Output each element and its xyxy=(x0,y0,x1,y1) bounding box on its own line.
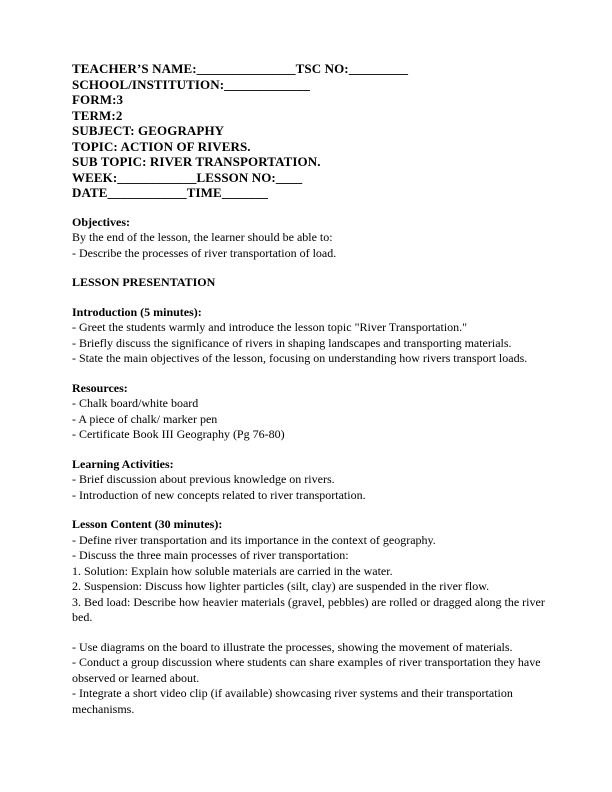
resources-title: Resources: xyxy=(72,380,128,395)
learning-activities-line: - Introduction of new concepts related to river transportation. xyxy=(72,487,366,502)
introduction-section xyxy=(72,305,556,367)
objectives-line: By the end of the lesson, the learner should be able to: xyxy=(72,230,333,244)
learning-activities-title: Learning Activities: xyxy=(72,456,174,471)
objectives-line: - Describe the processes of river transportation of load. xyxy=(72,245,337,260)
classroom-activities-line: - Use diagrams on the board to illustrate the processes, showing the movement of materials. xyxy=(72,639,513,654)
lesson-content-line: - Define river transportation and its importance in the context of geography. xyxy=(72,532,436,547)
date-time-line: DATE____________TIME_______ xyxy=(72,185,269,200)
resources-line: - Chalk board/white board xyxy=(72,396,199,410)
introduction-line: - Greet the students warmly and introduce the lesson topic "River Transportation." xyxy=(72,320,468,334)
subject-line: SUBJECT: GEOGRAPHY xyxy=(72,123,225,138)
lesson-content-line: 2. Suspension: Discuss how lighter particles (silt, clay) are suspended in the river flow. xyxy=(72,579,490,593)
page-content xyxy=(72,61,556,717)
header-block xyxy=(72,61,556,201)
term-line: TERM:2 xyxy=(72,107,123,123)
lesson-content-section xyxy=(72,517,556,626)
topic-line: TOPIC: ACTION OF RIVERS. xyxy=(72,138,251,154)
classroom-activities-section xyxy=(72,640,556,718)
classroom-activities-line: - Integrate a short video clip (if available) showcasing river systems and their transportation mechanisms. xyxy=(72,686,513,716)
lesson-content-line: - Discuss the three main processes of river transportation: xyxy=(72,548,349,562)
introduction-title: Introduction (5 minutes): xyxy=(72,304,202,319)
resources-line: - A piece of chalk/ marker pen xyxy=(72,411,218,426)
objectives-title: Objectives: xyxy=(72,214,130,229)
objectives-section xyxy=(72,215,556,262)
lesson-presentation-section xyxy=(72,275,556,291)
lesson-presentation-title: LESSON PRESENTATION xyxy=(72,275,216,289)
school-institution-line: SCHOOL/INSTITUTION:_____________ xyxy=(72,76,310,92)
lesson-content-title: Lesson Content (30 minutes): xyxy=(72,517,223,531)
form-line: FORM:3 xyxy=(72,92,124,107)
introduction-line: - State the main objectives of the lesson, focusing on understanding how rivers transport loads. xyxy=(72,351,528,365)
lesson-content-line: 3. Bed load: Describe how heavier materials (gravel, pebbles) are rolled or dragged along the river bed. xyxy=(72,594,545,624)
lesson-content-line: 1. Solution: Explain how soluble materials are carried in the water. xyxy=(72,563,393,578)
learning-activities-line: - Brief discussion about previous knowledge on rivers. xyxy=(72,472,335,486)
sub-topic-line: SUB TOPIC: RIVER TRANSPORTATION. xyxy=(72,154,321,169)
learning-activities-section xyxy=(72,457,556,504)
classroom-activities-line: - Conduct a group discussion where students can share examples of river transportation they have observed or learned about. xyxy=(72,655,541,685)
introduction-line: - Briefly discuss the significance of rivers in shaping landscapes and transporting materials. xyxy=(72,335,512,350)
teacher-name-tsc-line: TEACHER’S NAME:_______________TSC NO:_________ xyxy=(72,61,409,76)
week-lesson-no-line: WEEK:____________LESSON NO:____ xyxy=(72,169,303,185)
resources-section xyxy=(72,381,556,443)
resources-line: - Certificate Book III Geography (Pg 76-80) xyxy=(72,427,285,441)
